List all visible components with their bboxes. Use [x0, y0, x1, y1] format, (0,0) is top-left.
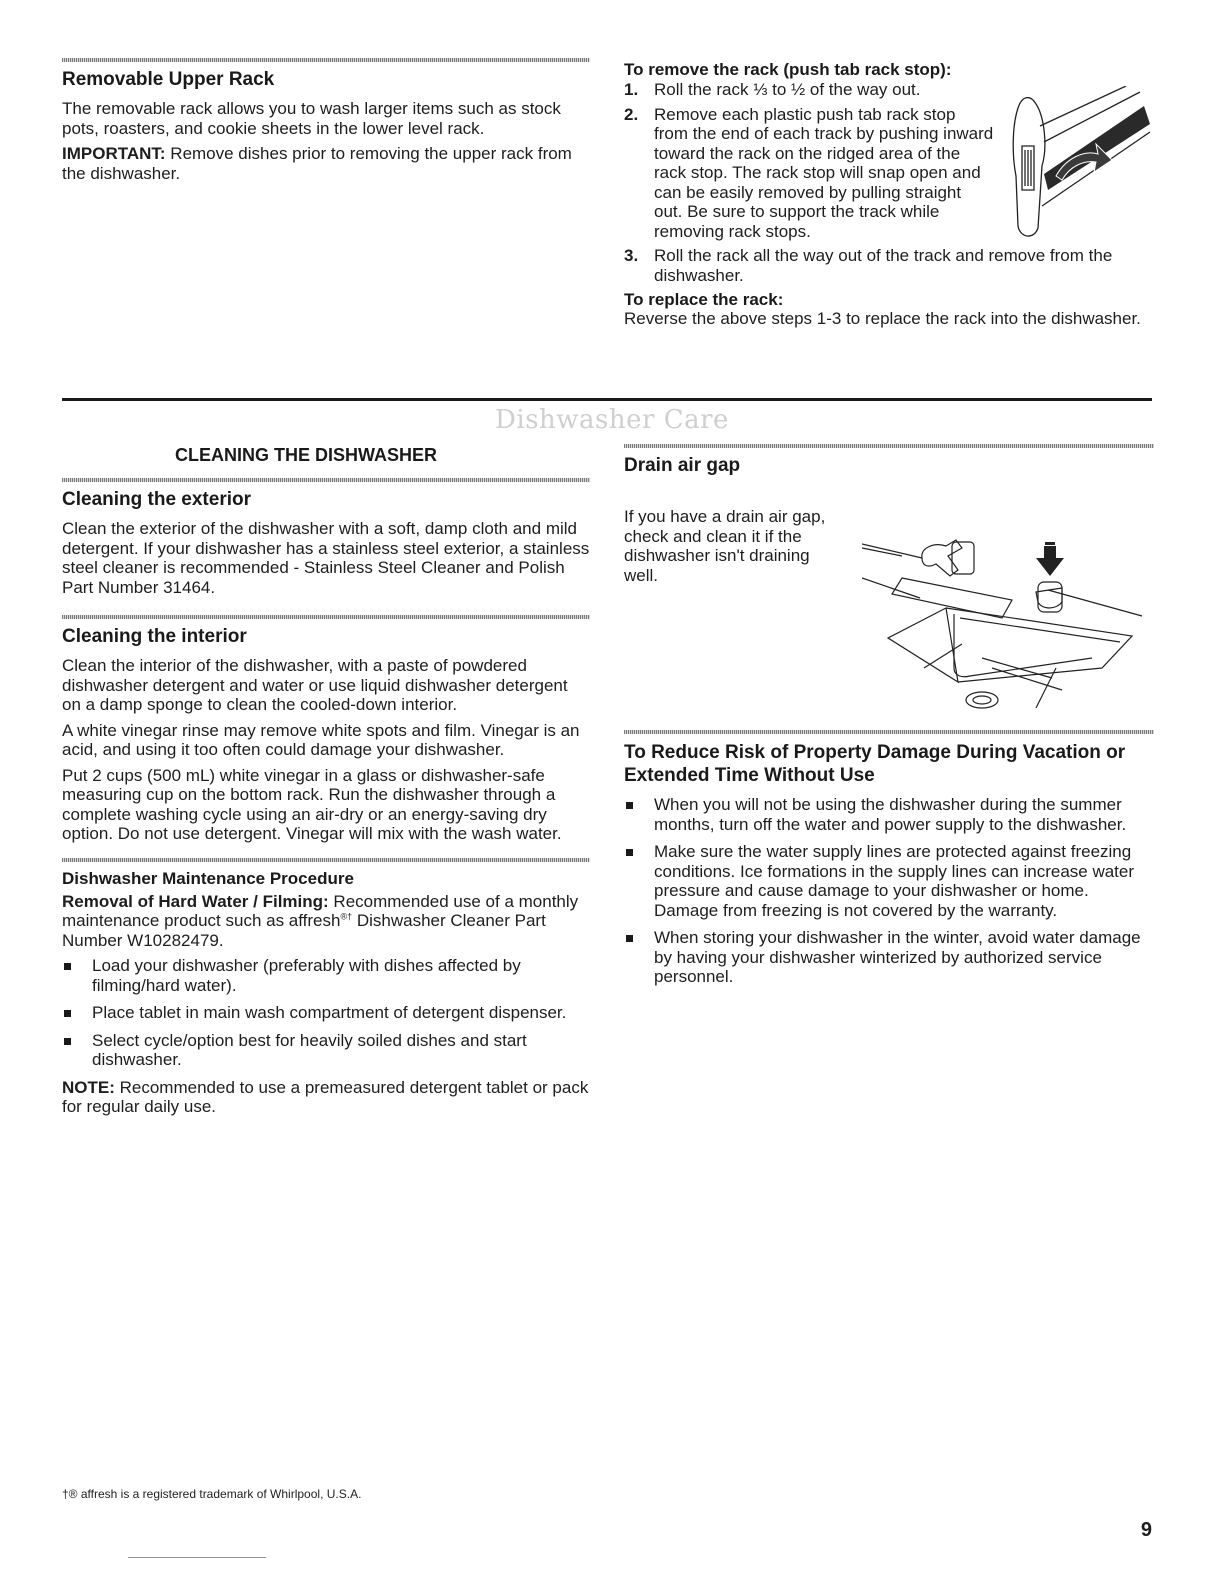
cleaning-heading: CLEANING THE DISHWASHER — [174, 445, 437, 465]
cleaning-interior-paragraph: Clean the interior of the dishwasher, with a paste of powdered dishwasher detergent and water or use liquid dishwasher detergent on a damp sponge to clean the cooled-down interior. — [62, 656, 568, 714]
step-text: Roll the rack all the way out of the track and remove from the dishwasher. — [654, 246, 1113, 285]
maintenance-title: Dishwasher Maintenance Procedure — [62, 868, 354, 888]
scan-artifact-line — [128, 1557, 266, 1558]
maintenance-removal — [62, 892, 590, 951]
removal-text-b: Dishwasher Cleaner Part Number W10282479. — [62, 911, 546, 950]
remove-rack-title: To remove the rack (push tab rack stop): — [624, 60, 952, 79]
section-divider — [62, 858, 590, 862]
drain-air-gap-text: If you have a drain air gap, check and clean it if the dishwasher isn't draining well. — [624, 507, 826, 585]
vacation-bullet: When storing your dishwasher in the winter, avoid water damage by having your dishwasher winterized by authorized service personnel. — [624, 928, 1154, 987]
section-divider — [62, 58, 590, 62]
sink-air-gap-illustration — [862, 518, 1144, 718]
replace-rack-title: To replace the rack: — [624, 290, 784, 309]
maintenance-bullet: Select cycle/option best for heavily soiled dishes and start dishwasher. — [62, 1031, 590, 1070]
step-number: 1. — [624, 80, 639, 99]
maintenance-bullets — [62, 956, 590, 1070]
upper-rack-intro: The removable rack allows you to wash larger items such as stock pots, roasters, and cookie sheets in the lower level rack. — [62, 99, 561, 138]
vacation-section — [624, 730, 1154, 995]
step-text: Remove each plastic push tab rack stop from the end of each track by pushing inward toward the rack on the ridged area of the rack stop. The rack stop will snap open and can be easily removed by pulling straight out. Be sure to support the track while removing rack stops. — [654, 104, 994, 241]
note-text: Recommended to use a premeasured detergent tablet or pack for regular daily use. — [62, 1077, 589, 1116]
cleaning-exterior-text: Clean the exterior of the dishwasher with a soft, damp cloth and mild detergent. If your dishwasher has a stainless steel exterior, a stainless steel cleaner is recommended - Stainless Steel Cleaner and Polish Part Number 31464. — [62, 519, 590, 597]
step-item — [624, 105, 994, 242]
cleaning-interior-paragraph: Put 2 cups (500 mL) white vinegar in a glass or dishwasher-safe measuring cup on the bottom rack. Run the dishwasher through a complete washing cycle using an air-dry or an energy-saving dry option. Do not use detergent. Vinegar will mix with the wash water. — [62, 765, 562, 843]
removal-label: Removal of Hard Water / Filming: — [62, 891, 329, 911]
page-number: 9 — [1140, 1519, 1152, 1541]
important-text: Remove dishes prior to removing the upper rack from the dishwasher. — [62, 144, 572, 183]
upper-rack-section — [62, 58, 590, 189]
upper-rack-title: Removable Upper Rack — [62, 69, 275, 90]
section-divider — [624, 730, 1154, 734]
rack-stop-illustration — [1004, 86, 1154, 244]
section-title: Dishwasher Care — [495, 405, 729, 435]
step-item — [624, 246, 1154, 285]
step-number: 2. — [624, 104, 639, 124]
vacation-title: To Reduce Risk of Property Damage During Vacation or Extended Time Without Use — [624, 742, 1126, 786]
section-divider — [62, 478, 590, 482]
removal-text-a: Recommended use of a monthly maintenance product such as affresh — [62, 891, 579, 930]
maintenance-note — [62, 1078, 590, 1117]
maintenance-bullet: Place tablet in main wash compartment of detergent dispenser. — [62, 1003, 590, 1023]
upper-rack-important — [62, 144, 590, 183]
drain-air-gap-title: Drain air gap — [624, 455, 741, 476]
section-rule — [62, 398, 1152, 401]
important-label: IMPORTANT: — [62, 144, 166, 163]
note-label: NOTE: — [62, 1077, 115, 1097]
trademark-mark: ®† — [340, 911, 353, 922]
cleaning-exterior-title: Cleaning the exterior — [62, 489, 251, 510]
step-text: Roll the rack ⅓ to ½ of the way out. — [654, 80, 921, 99]
cleaning-section — [62, 444, 590, 1123]
cleaning-interior-title: Cleaning the interior — [62, 626, 247, 647]
vacation-bullets — [624, 795, 1154, 987]
section-divider — [624, 444, 1154, 448]
cleaning-interior-paragraph: A white vinegar rinse may remove white spots and film. Vinegar is an acid, and using it too often could damage your dishwasher. — [62, 720, 580, 759]
vacation-bullet: When you will not be using the dishwasher during the summer months, turn off the water and power supply to the dishwasher. — [624, 795, 1154, 834]
trademark-footnote: †® affresh is a registered trademark of Whirlpool, U.S.A. — [62, 1487, 362, 1501]
step-number: 3. — [624, 246, 639, 265]
maintenance-bullet: Load your dishwasher (preferably with dishes affected by filming/hard water). — [62, 956, 590, 995]
replace-rack-text: Reverse the above steps 1-3 to replace the rack into the dishwasher. — [624, 309, 1141, 328]
section-divider — [62, 615, 590, 619]
vacation-bullet: Make sure the water supply lines are protected against freezing conditions. Ice formations in the supply lines can increase water pressure and cause damage to your dishwasher or home. Damage from freezing is not covered by the warranty. — [624, 842, 1154, 920]
step-item — [624, 80, 984, 100]
